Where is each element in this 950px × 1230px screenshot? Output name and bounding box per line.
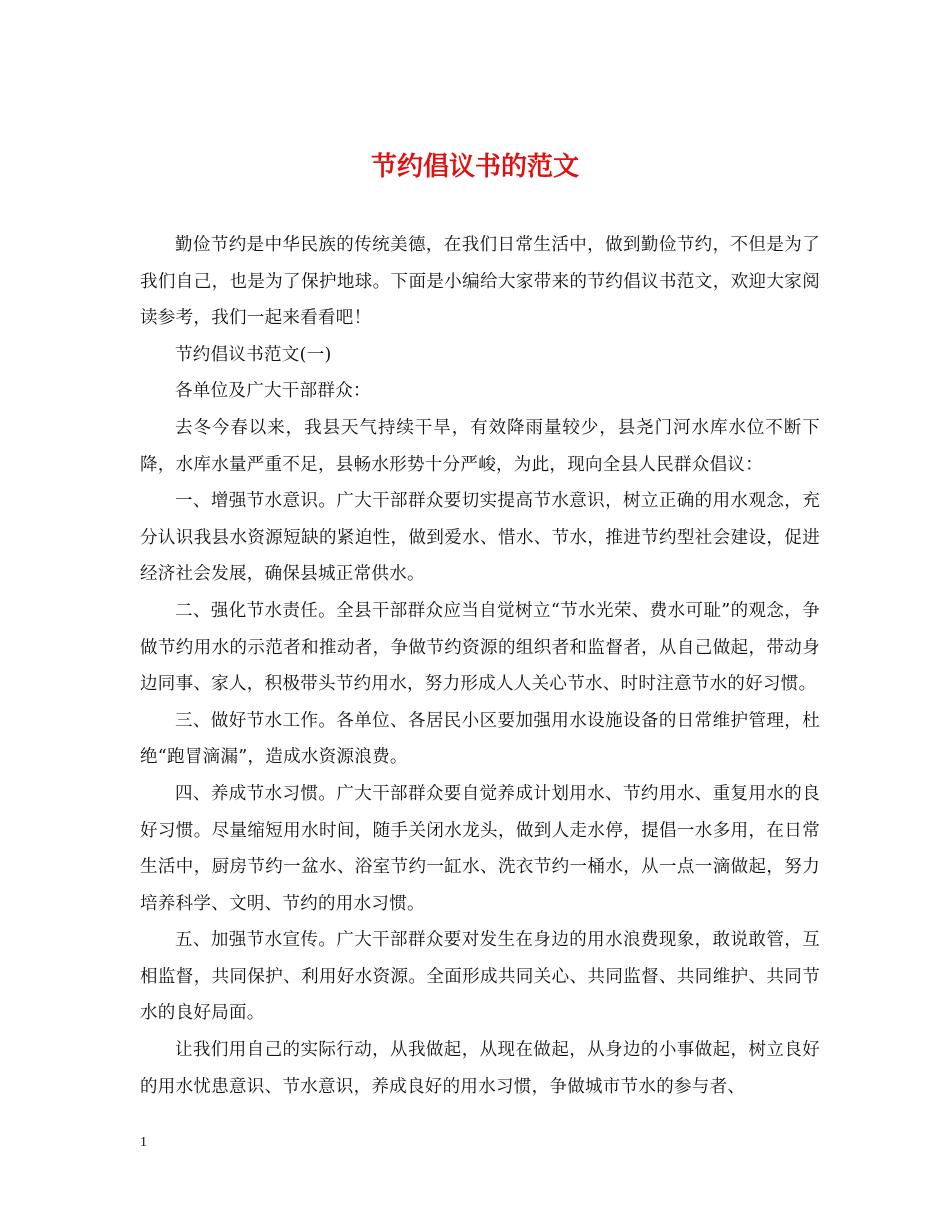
document-body xyxy=(140,227,820,1105)
paragraph-section-heading: 节约倡议书范文(一) xyxy=(175,344,332,365)
page-number: 1 xyxy=(140,1135,147,1150)
paragraph-background: 去冬今春以来，我县天气持续干旱，有效降雨量较少，县尧门河水库水位不断下降，水库水量严重不足，县畅水形势十分严峻，为此，现向全县人民群众倡议： xyxy=(140,417,820,475)
paragraph-item-3: 三、做好节水工作。各单位、各居民小区要加强用水设施设备的日常维护管理，杜绝“跑冒滴漏”，造成水资源浪费。 xyxy=(140,710,820,768)
paragraph-item-5: 五、加强节水宣传。广大干部群众要对发生在身边的用水浪费现象，敢说敢管，互相监督，共同保护、利用好水资源。全面形成共同关心、共同监督、共同维护、共同节水的良好局面。 xyxy=(140,930,820,1024)
paragraph-salutation: 各单位及广大干部群众： xyxy=(175,381,371,402)
document-title: 节约倡议书的范文 xyxy=(370,152,579,183)
paragraph-closing: 让我们用自己的实际行动，从我做起，从现在做起，从身边的小事做起，树立良好的用水忧患意识、节水意识，养成良好的用水习惯，争做城市节水的参与者、 xyxy=(140,1040,820,1097)
paragraph-item-1: 一、增强节水意识。广大干部群众要切实提高节水意识，树立正确的用水观念，充分认识我县水资源短缺的紧迫性，做到爱水、惜水、节水，推进节约型社会建设，促进经济社会发展，确保县城正常供水。 xyxy=(140,491,820,585)
paragraph-intro: 勤俭节约是中华民族的传统美德，在我们日常生活中，做到勤俭节约，不但是为了我们自己，也是为了保护地球。下面是小编给大家带来的节约倡议书范文，欢迎大家阅读参考，我们一起来看看吧！ xyxy=(140,235,820,329)
paragraph-item-2: 二、强化节水责任。全县干部群众应当自觉树立“节水光荣、费水可耻”的观念，争做节约用水的示范者和推动者，争做节约资源的组织者和监督者，从自己做起，带动身边同事、家人，积极带头节约用水，努力形成人人关心节水、时时注意节水的好习惯。 xyxy=(140,600,820,695)
paragraph-item-4: 四、养成节水习惯。广大干部群众要自觉养成计划用水、节约用水、重复用水的良好习惯。尽量缩短用水时间，随手关闭水龙头，做到人走水停，提倡一水多用，在日常生活中，厨房节约一盆水、浴室节约一缸水、洗衣节约一桶水，从一点一滴做起，努力培养科学、文明、节约的用水习惯。 xyxy=(140,783,820,914)
